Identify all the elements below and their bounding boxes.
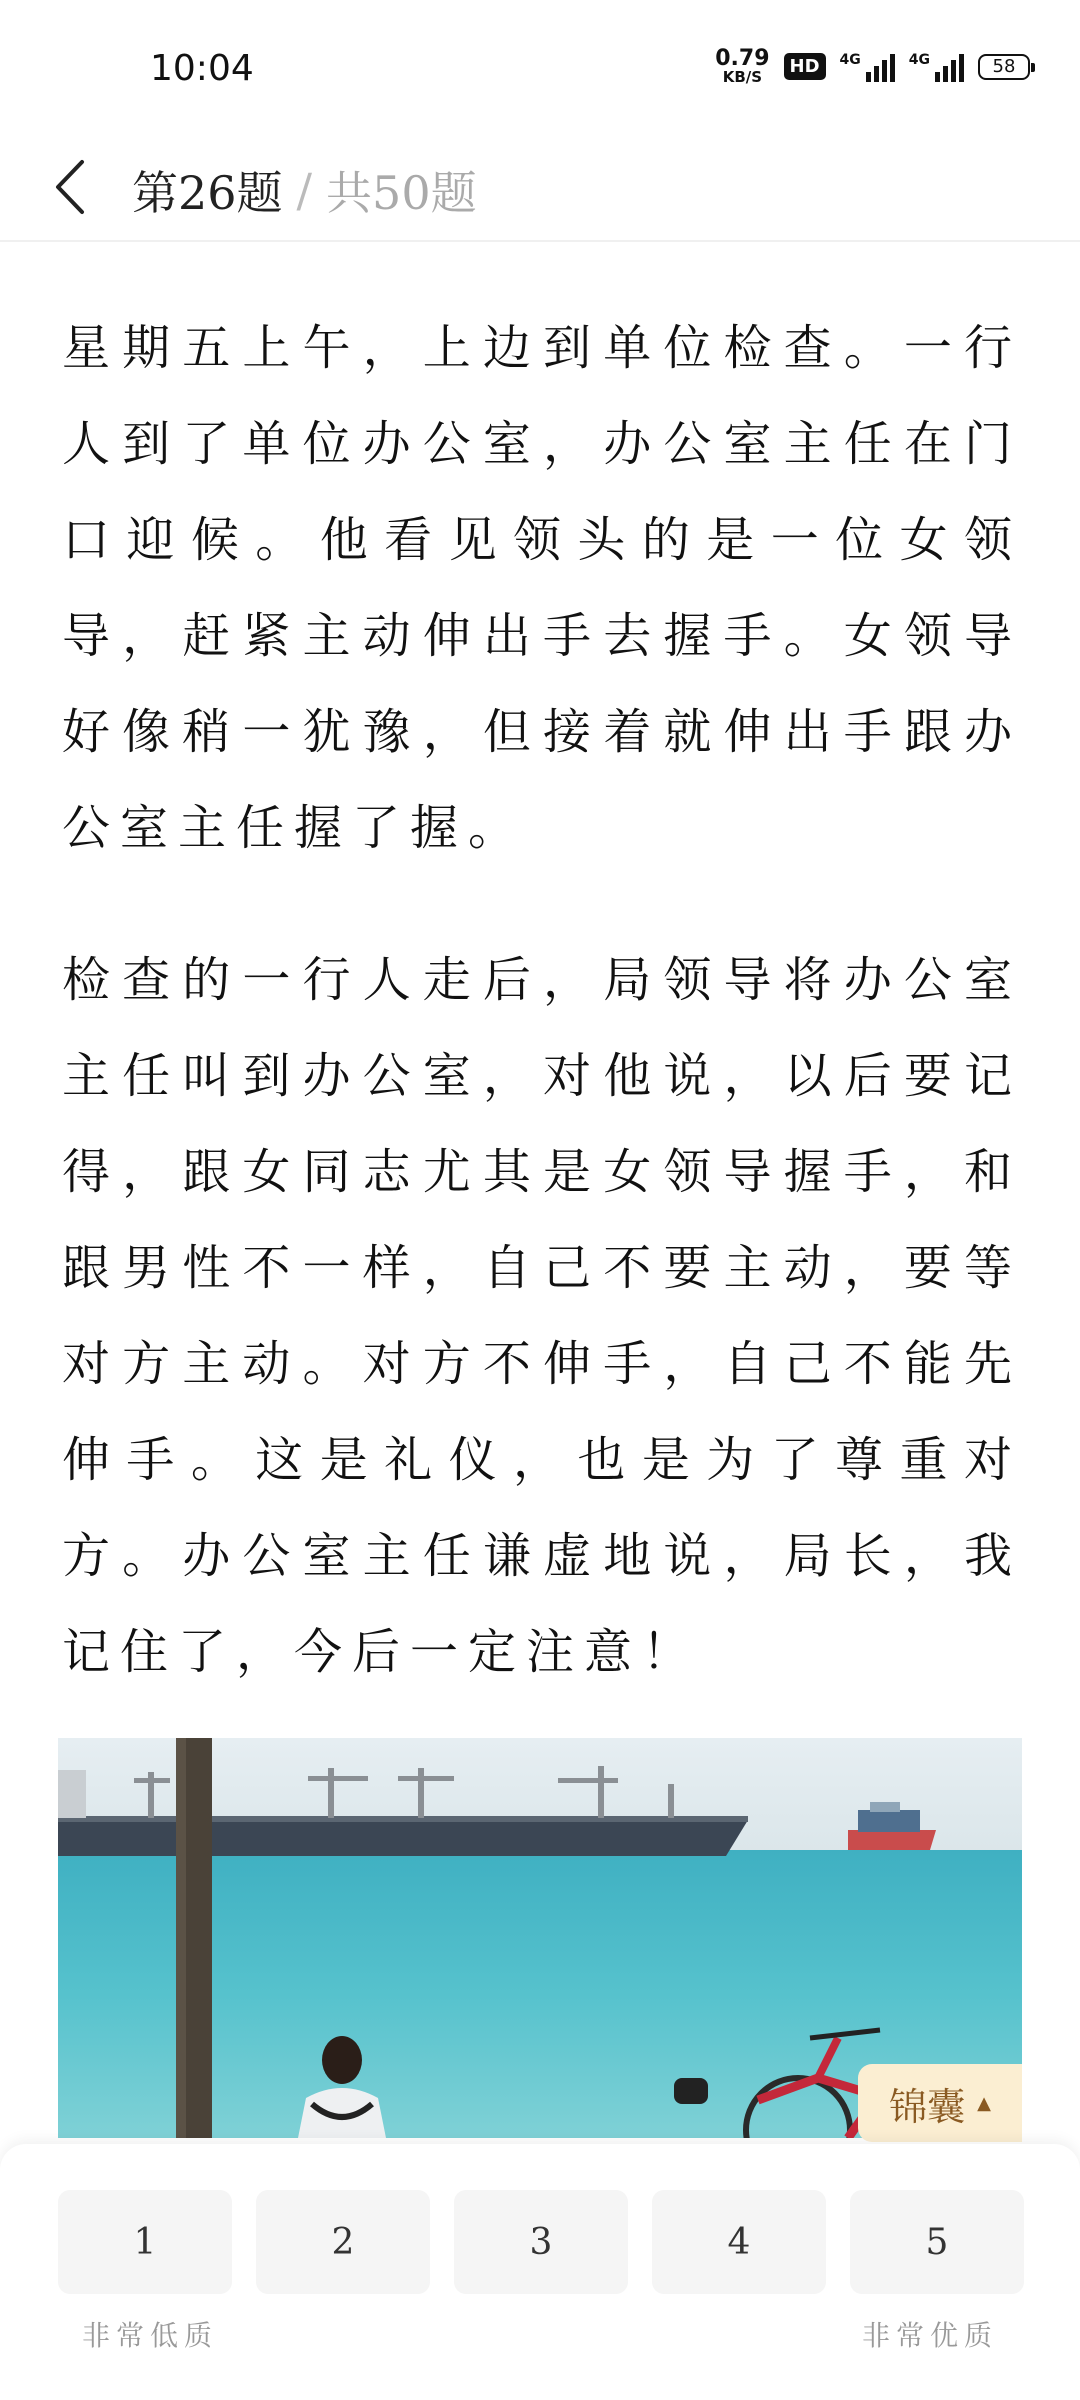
status-icons <box>715 48 1030 85</box>
rating-high-label: 非常优质 <box>861 2319 998 2352</box>
status-bar <box>0 0 1080 140</box>
triangle-up-icon: ▲ <box>977 2092 991 2114</box>
rating-button-1[interactable]: 1 <box>58 2190 232 2294</box>
hd-icon: HD <box>784 53 826 80</box>
rating-button-5[interactable]: 5 <box>850 2190 1024 2294</box>
article-body <box>62 300 1022 1700</box>
rating-panel <box>0 2144 1080 2400</box>
signal-icon-2: 4G <box>909 52 964 82</box>
net-speed-value: 0.79 <box>715 46 770 71</box>
article-paragraph: 星期五上午，上边到单位检查。一行人到了单位办公室，办公室主任在门口迎候。他看见领头的是一位女领导，赶紧主动伸出手去握手。女领导好像稍一犹豫，但接着就伸出手跟办公室主任握了握。 <box>62 320 1022 856</box>
total-questions: 共50题 <box>326 166 477 220</box>
question-progress <box>132 140 477 240</box>
rating-button-4[interactable]: 4 <box>652 2190 826 2294</box>
tip-button-label: 锦囊 <box>889 2084 966 2129</box>
rating-low-label: 非常低质 <box>82 2319 219 2352</box>
signal-icon-1: 4G <box>840 52 895 82</box>
article-paragraph: 检查的一行人走后，局领导将办公室主任叫到办公室，对他说，以后要记得，跟女同志尤其是女领导握手，和跟男性不一样，自己不要主动，要等对方主动。对方不伸手，自己不能先伸手。这是礼仪，也是为了尊重对方。办公室主任谦虚地说，局长，我记住了，今后一定注意！ <box>62 952 1022 1680</box>
net-speed <box>715 48 769 85</box>
back-button[interactable] <box>40 152 100 222</box>
status-time: 10:04 <box>150 48 254 89</box>
question-header <box>0 140 1080 242</box>
rating-options <box>58 2190 1024 2294</box>
chevron-left-icon <box>54 158 86 216</box>
rating-button-3[interactable]: 3 <box>454 2190 628 2294</box>
current-question: 第26题 <box>132 166 283 220</box>
net-speed-unit: KB/S <box>722 68 763 86</box>
progress-separator: / <box>296 163 313 217</box>
rating-button-2[interactable]: 2 <box>256 2190 430 2294</box>
tip-button[interactable] <box>858 2064 1022 2142</box>
battery-icon: 58 <box>978 54 1030 80</box>
